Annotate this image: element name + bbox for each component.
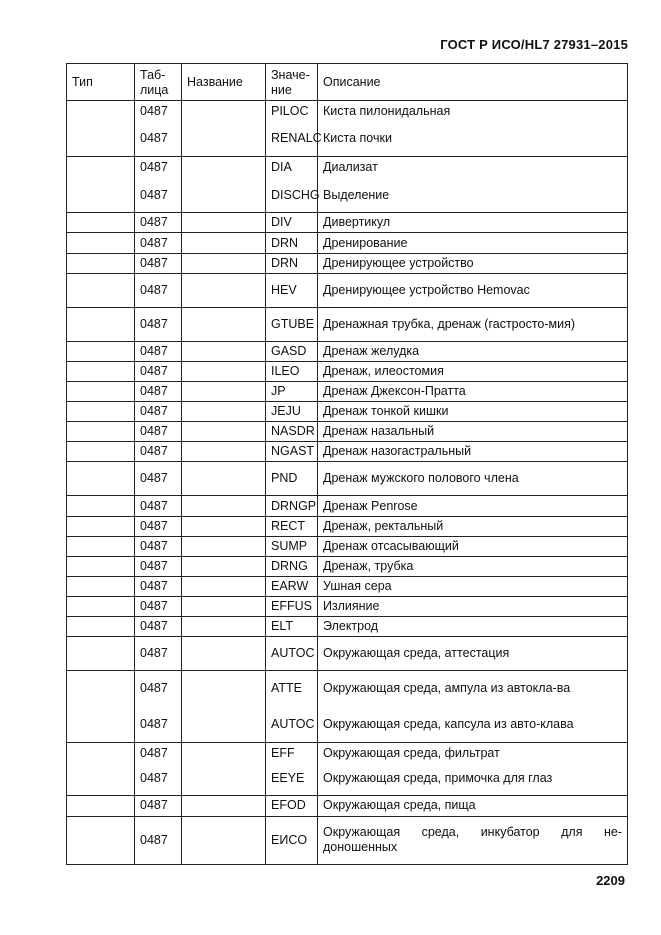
table-row (67, 273, 628, 307)
table-row (67, 496, 628, 516)
cell-value: ELT (266, 616, 318, 636)
cell-table: 0487 (135, 616, 182, 636)
cell-table: 0487 (135, 576, 182, 596)
cell-type (67, 795, 135, 816)
cell-name (182, 556, 266, 576)
cell-description: Выделение (318, 178, 628, 213)
cell-table: 0487 (135, 157, 182, 178)
cell-type (67, 402, 135, 422)
cell-description: Дивертикул (318, 213, 628, 233)
cell-description: Ушная сера (318, 576, 628, 596)
cell-type (67, 361, 135, 381)
cell-table: 0487 (135, 496, 182, 516)
cell-value: ATTE (266, 671, 318, 707)
table-row (67, 671, 628, 707)
cell-value: EFF (266, 743, 318, 763)
cell-name (182, 382, 266, 402)
cell-value: DRNGP (266, 496, 318, 516)
cell-description: Дренаж Джексон-Пратта (318, 382, 628, 402)
cell-value: SUMP (266, 536, 318, 556)
cell-description: Окружающая среда, аттестация (318, 637, 628, 671)
cell-type (67, 122, 135, 157)
cell-description: Киста пилонидальная (318, 101, 628, 122)
cell-table: 0487 (135, 516, 182, 536)
cell-name (182, 763, 266, 795)
cell-value: DRN (266, 253, 318, 273)
cell-name (182, 442, 266, 462)
cell-description: Излияние (318, 596, 628, 616)
cell-table: 0487 (135, 341, 182, 361)
cell-description: Дренаж, илеостомия (318, 361, 628, 381)
table-row (67, 536, 628, 556)
table-row (67, 157, 628, 178)
cell-type (67, 307, 135, 341)
cell-type (67, 462, 135, 496)
table-row (67, 596, 628, 616)
cell-value: NASDR (266, 422, 318, 442)
cell-table: 0487 (135, 361, 182, 381)
table-row (67, 178, 628, 213)
cell-value: RECT (266, 516, 318, 536)
cell-name (182, 122, 266, 157)
cell-value: EFFUS (266, 596, 318, 616)
cell-type (67, 273, 135, 307)
cell-table: 0487 (135, 556, 182, 576)
cell-description: Киста почки (318, 122, 628, 157)
cell-type (67, 743, 135, 763)
cell-description: Дренаж мужского полового члена (318, 462, 628, 496)
cell-table: 0487 (135, 816, 182, 864)
cell-type (67, 763, 135, 795)
table-body (67, 101, 628, 865)
cell-value: RENALC (266, 122, 318, 157)
table-row (67, 462, 628, 496)
cell-type (67, 671, 135, 707)
cell-value: DIA (266, 157, 318, 178)
cell-type (67, 596, 135, 616)
cell-description: Окружающая среда, ампула из автокла-ва (318, 671, 628, 707)
cell-description: Диализат (318, 157, 628, 178)
column-header-type: Тип (67, 64, 135, 101)
cell-name (182, 157, 266, 178)
cell-description: Дренаж желудка (318, 341, 628, 361)
cell-name (182, 616, 266, 636)
cell-table: 0487 (135, 536, 182, 556)
cell-name (182, 707, 266, 743)
cell-type (67, 178, 135, 213)
cell-name (182, 516, 266, 536)
table-row (67, 707, 628, 743)
table-row (67, 253, 628, 273)
cell-description: Дренаж Penrose (318, 496, 628, 516)
column-header-name: Название (182, 64, 266, 101)
data-table (66, 63, 628, 865)
cell-table: 0487 (135, 795, 182, 816)
cell-type (67, 816, 135, 864)
cell-name (182, 743, 266, 763)
cell-description: Электрод (318, 616, 628, 636)
cell-type (67, 496, 135, 516)
cell-value: DRNG (266, 556, 318, 576)
cell-value: PND (266, 462, 318, 496)
cell-name (182, 596, 266, 616)
cell-table: 0487 (135, 442, 182, 462)
cell-table: 0487 (135, 233, 182, 253)
cell-name (182, 422, 266, 442)
cell-value: DRN (266, 233, 318, 253)
cell-description: Дренаж назальный (318, 422, 628, 442)
table-row (67, 816, 628, 864)
cell-value: EИCO (266, 816, 318, 864)
cell-table: 0487 (135, 596, 182, 616)
cell-table: 0487 (135, 122, 182, 157)
table-row (67, 101, 628, 122)
cell-description: Дренажная трубка, дренаж (гастросто-мия) (318, 307, 628, 341)
table-row (67, 307, 628, 341)
table-row (67, 382, 628, 402)
cell-name (182, 307, 266, 341)
cell-type (67, 616, 135, 636)
cell-type (67, 213, 135, 233)
cell-table: 0487 (135, 637, 182, 671)
cell-value: EEYE (266, 763, 318, 795)
cell-name (182, 536, 266, 556)
cell-description: Дренирование (318, 233, 628, 253)
cell-description: Окружающая среда, пища (318, 795, 628, 816)
cell-type (67, 576, 135, 596)
cell-description: Дренирующее устройство (318, 253, 628, 273)
cell-name (182, 213, 266, 233)
cell-table: 0487 (135, 307, 182, 341)
cell-description: Дренирующее устройство Hemovac (318, 273, 628, 307)
cell-name (182, 101, 266, 122)
table-row (67, 616, 628, 636)
table-row (67, 422, 628, 442)
cell-type (67, 233, 135, 253)
cell-type (67, 341, 135, 361)
cell-description: Окружающая среда, примочка для глаз (318, 763, 628, 795)
cell-description: Дренаж назогастральный (318, 442, 628, 462)
table-row (67, 213, 628, 233)
table-row (67, 743, 628, 763)
cell-table: 0487 (135, 213, 182, 233)
cell-type (67, 253, 135, 273)
cell-name (182, 816, 266, 864)
cell-type (67, 422, 135, 442)
cell-table: 0487 (135, 402, 182, 422)
table-row (67, 516, 628, 536)
cell-value: EARW (266, 576, 318, 596)
cell-value: ILEO (266, 361, 318, 381)
cell-type (67, 556, 135, 576)
cell-type (67, 516, 135, 536)
cell-table: 0487 (135, 101, 182, 122)
cell-table: 0487 (135, 763, 182, 795)
cell-description: Окружающая среда, фильтрат (318, 743, 628, 763)
cell-table: 0487 (135, 671, 182, 707)
table-row (67, 233, 628, 253)
cell-description: Дренаж, трубка (318, 556, 628, 576)
cell-value: AUTOC (266, 707, 318, 743)
table-row (67, 763, 628, 795)
cell-type (67, 101, 135, 122)
cell-type (67, 442, 135, 462)
cell-type (67, 707, 135, 743)
table-row (67, 361, 628, 381)
page-number: 2209 (596, 873, 625, 888)
cell-value: PILOC (266, 101, 318, 122)
cell-name (182, 402, 266, 422)
table-row (67, 122, 628, 157)
table-row (67, 442, 628, 462)
cell-value: JP (266, 382, 318, 402)
document-header: ГОСТ Р ИСО/HL7 27931–2015 (440, 37, 628, 52)
cell-description: Дренаж, ректальный (318, 516, 628, 536)
cell-value: AUTOC (266, 637, 318, 671)
cell-value: NGAST (266, 442, 318, 462)
table-row (67, 576, 628, 596)
table-row (67, 556, 628, 576)
cell-description: Дренаж тонкой кишки (318, 402, 628, 422)
cell-name (182, 341, 266, 361)
table-header-row (67, 64, 628, 101)
cell-table: 0487 (135, 253, 182, 273)
column-header-description: Описание (318, 64, 628, 101)
cell-name (182, 273, 266, 307)
cell-name (182, 795, 266, 816)
cell-name (182, 178, 266, 213)
cell-table: 0487 (135, 422, 182, 442)
cell-table: 0487 (135, 178, 182, 213)
cell-name (182, 637, 266, 671)
cell-value: EFOD (266, 795, 318, 816)
cell-description: Окружающая среда, инкубатор для не-доношенных (318, 816, 628, 864)
cell-value: JEJU (266, 402, 318, 422)
cell-value: GTUBE (266, 307, 318, 341)
cell-name (182, 462, 266, 496)
table-row (67, 795, 628, 816)
cell-type (67, 157, 135, 178)
cell-description: Дренаж отсасывающий (318, 536, 628, 556)
column-header-table: Таб-лица (135, 64, 182, 101)
cell-name (182, 253, 266, 273)
cell-name (182, 233, 266, 253)
cell-value: DISCHG (266, 178, 318, 213)
cell-value: DIV (266, 213, 318, 233)
cell-name (182, 671, 266, 707)
table-row (67, 402, 628, 422)
cell-type (67, 637, 135, 671)
table-row (67, 341, 628, 361)
column-header-value: Значе-ние (266, 64, 318, 101)
cell-table: 0487 (135, 382, 182, 402)
table-row (67, 637, 628, 671)
cell-table: 0487 (135, 273, 182, 307)
cell-value: GASD (266, 341, 318, 361)
cell-value: HEV (266, 273, 318, 307)
cell-description: Окружающая среда, капсула из авто-клава (318, 707, 628, 743)
cell-name (182, 361, 266, 381)
cell-type (67, 382, 135, 402)
cell-name (182, 496, 266, 516)
cell-table: 0487 (135, 462, 182, 496)
cell-table: 0487 (135, 743, 182, 763)
cell-type (67, 536, 135, 556)
cell-table: 0487 (135, 707, 182, 743)
cell-name (182, 576, 266, 596)
